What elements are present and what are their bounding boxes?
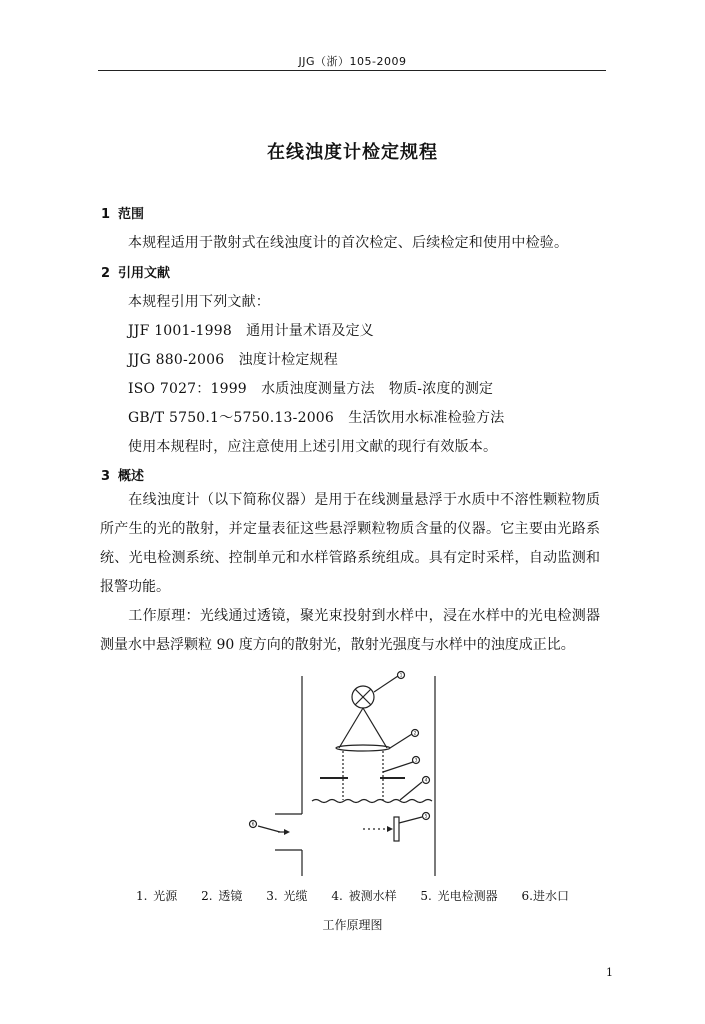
header-divider — [98, 70, 606, 71]
section-2-heading — [101, 262, 170, 281]
marker-label: 5 — [424, 814, 428, 820]
section-3-heading — [101, 465, 144, 484]
figure-caption — [0, 887, 705, 904]
caption-item: 5. 光电检测器 — [420, 889, 498, 903]
marker-label: 1 — [399, 673, 403, 679]
page-number: 1 — [606, 966, 613, 979]
section-2-title: 引用文献 — [118, 266, 171, 281]
caption-item: 4. 被测水样 — [331, 889, 397, 903]
marker-label: 4 — [424, 778, 428, 784]
section-2-intro: 本规程引用下列文献： — [128, 294, 270, 310]
section-3-paragraph-2: 工作原理：光线通过透镜，聚光束投射到水样中，浸在水样中的光电检测器测量水中悬浮颗粒 90 度方向的散射光，散射光强度与水样中的浊度成正比。 — [100, 608, 600, 653]
section-3-title: 概述 — [118, 469, 145, 484]
lens-icon — [336, 745, 390, 751]
document-code-header: JJG（浙）105-2009 — [298, 55, 407, 68]
leader-line — [258, 826, 280, 832]
caption-item: 1. 光源 — [136, 889, 178, 903]
caption-item: 3. 光缆 — [266, 889, 308, 903]
section-1-title: 范围 — [118, 207, 145, 222]
scatter-arrowhead — [387, 826, 393, 832]
marker-label: 2 — [413, 731, 417, 737]
leader-line — [390, 734, 412, 748]
beam-edge — [339, 708, 363, 748]
section-2-number: 2 — [101, 266, 111, 281]
document-title: 在线浊度计检定规程 — [267, 142, 438, 163]
reference-item: GB/T 5750.1～5750.13-2006 生活饮用水标准检验方法 — [128, 410, 505, 426]
figure-title: 工作原理图 — [322, 918, 383, 932]
leader-line — [383, 762, 413, 772]
section-2-note: 使用本规程时，应注意使用上述引用文献的现行有效版本。 — [128, 439, 498, 455]
section-3-number: 3 — [101, 469, 111, 484]
section-3-paragraph-1: 在线浊度计（以下简称仪器）是用于在线测量悬浮于水质中不溶性颗粒物质所产生的光的散射，并定量表征这些悬浮颗粒物质含量的仪器。它主要由光路系统、光电检测系统、控制单元和水样管路系统组成。具有定时采样，自动监测和报警功能。 — [100, 492, 600, 595]
inlet-arrowhead — [284, 829, 290, 835]
section-1-body: 本规程适用于散射式在线浊度计的首次检定、后续检定和使用中检验。 — [128, 235, 569, 251]
working-principle-diagram — [230, 668, 460, 883]
section-1-heading — [101, 203, 144, 222]
reference-item: ISO 7027：1999 水质浊度测量方法 物质-浓度的测定 — [128, 381, 494, 397]
beam-edge — [363, 708, 387, 748]
leader-line — [399, 817, 422, 823]
leader-line — [400, 782, 422, 800]
leader-line — [374, 676, 398, 692]
reference-item: JJG 880-2006 浊度计检定规程 — [128, 352, 338, 368]
water-surface — [312, 800, 432, 803]
caption-item: 6.进水口 — [521, 889, 569, 903]
section-1-number: 1 — [101, 207, 111, 222]
photodetector-icon — [394, 817, 399, 841]
caption-item: 2. 透镜 — [201, 889, 243, 903]
marker-label: 3 — [414, 758, 418, 764]
reference-item: JJF 1001-1998 通用计量术语及定义 — [128, 323, 374, 339]
marker-label: 6 — [251, 822, 255, 828]
